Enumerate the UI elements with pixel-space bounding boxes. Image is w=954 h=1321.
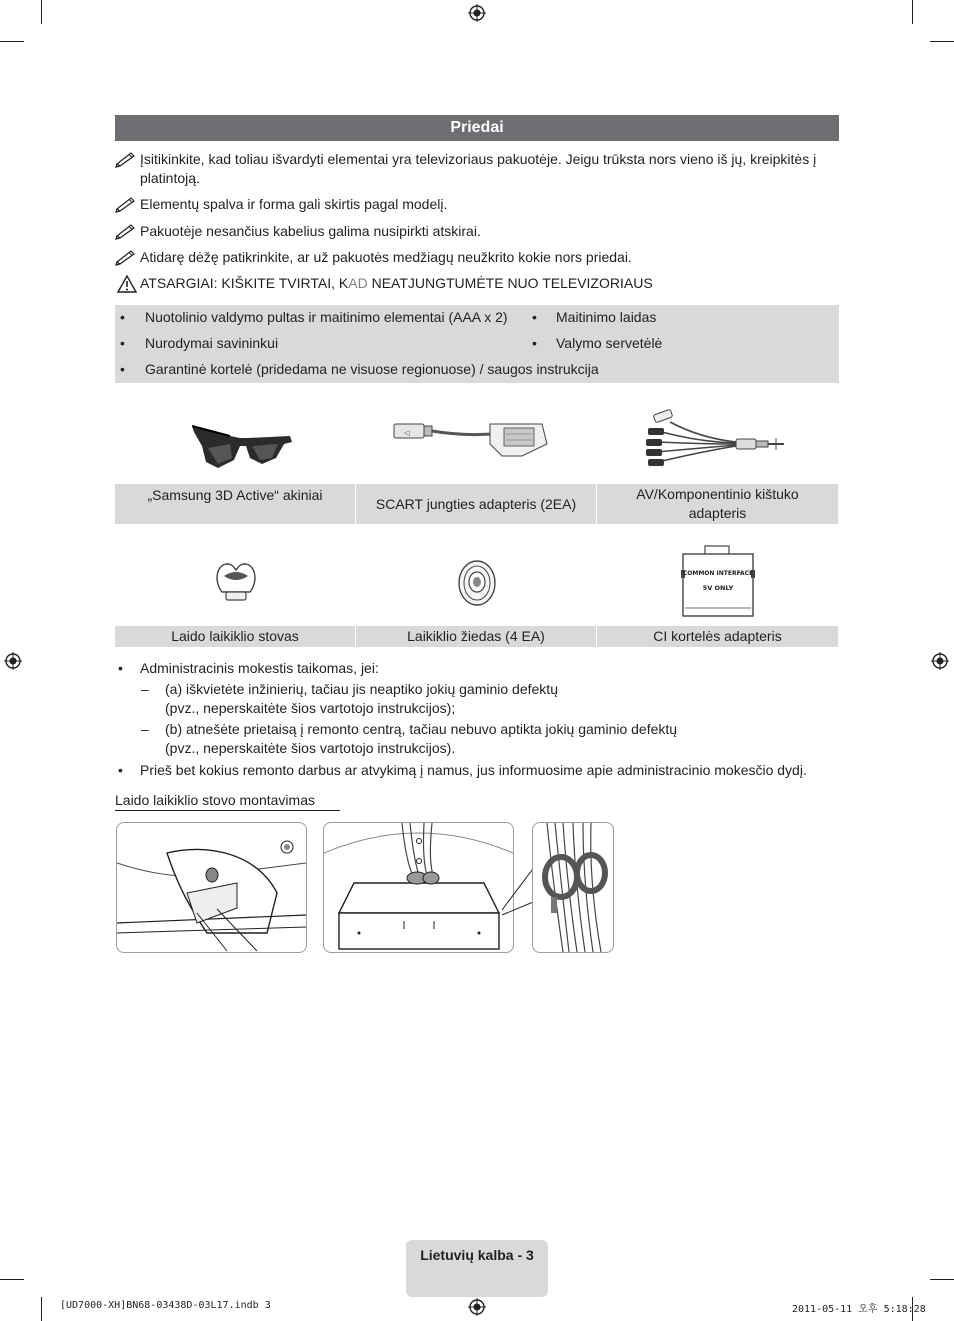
accessories-list	[115, 305, 839, 383]
av-component-adapter-icon	[640, 408, 786, 476]
ci-card-adapter-icon	[679, 544, 757, 620]
item-caption: CI kortelės adapteris	[597, 626, 838, 647]
note-pencil-icon	[115, 248, 137, 266]
crop-mark	[41, 0, 42, 24]
note-text: Atidarę dėžę patikrinkite, ar už pakuotės medžiagų neužkrito kokie nors priedai.	[140, 249, 632, 265]
note-pencil-icon	[115, 195, 137, 213]
cable-holder-stand-icon	[212, 558, 260, 604]
list-item: • Maitinimo laidas	[532, 309, 657, 325]
note-pencil-icon	[115, 222, 137, 240]
note-text: Įsitikinkite, kad toliau išvardyti elementai yra televizoriaus pakuotėje. Jeigu trūksta nors vieno iš jų, kreipkitės į platintoją.	[140, 151, 817, 186]
crop-mark	[41, 1297, 42, 1321]
crop-mark	[0, 41, 24, 42]
3d-glasses-icon	[190, 418, 294, 472]
list-item: • Garantinė kortelė (pridedama ne visuose regionuose) / saugos instrukcija	[120, 361, 599, 377]
note-text: Pakuotėje nesančius kabelius galima nusipirkti atskirai.	[140, 223, 481, 239]
fee-case-b: (pvz., neperskaitėte šios vartotojo instrukcijos).	[165, 740, 456, 756]
section-title: Priedai	[115, 115, 839, 141]
mount-step-2-illustration	[323, 822, 514, 953]
registration-mark-icon	[4, 652, 22, 670]
note-item	[115, 150, 839, 188]
note-item	[115, 222, 839, 241]
dash-mark: –	[141, 681, 149, 697]
caution-text-gray: AD	[348, 275, 368, 291]
footer-timestamp: 2011-05-11 오후 5:18:28	[792, 1304, 926, 1315]
caution-text: ATSARGIAI: KIŠKITE TVIRTAI, K	[140, 275, 349, 291]
list-item: • Nurodymai savininkui	[120, 335, 279, 351]
tv-stand-illustration-icon	[117, 823, 306, 952]
item-caption: „Samsung 3D Active“ akiniai	[115, 484, 355, 524]
note-item	[115, 248, 839, 267]
caution-line	[115, 274, 653, 293]
fee-case-a: (pvz., neperskaitėte šios vartotojo instrukcijos);	[165, 700, 456, 716]
item-caption: SCART jungties adapteris (2EA)	[356, 484, 596, 524]
fee-case-a: (a) iškvietėte inžinierių, tačiau jis neaptiko jokių gaminio defektų	[165, 681, 558, 697]
item-caption: Laido laikiklio stovas	[115, 626, 355, 647]
ci-card-text: 5V ONLY	[702, 584, 734, 592]
fee-intro: Administracinis mokestis taikomas, jei:	[140, 660, 379, 676]
crop-mark	[0, 1279, 24, 1280]
bullet-mark: •	[118, 762, 123, 778]
registration-mark-icon	[468, 1298, 486, 1316]
footer-file-info: [UD7000-XH]BN68-03438D-03L17.indb 3	[60, 1300, 271, 1311]
crop-mark	[930, 41, 954, 42]
ci-card-text: COMMON INTERFACE	[682, 570, 754, 577]
stand-with-cables-illustration-icon	[324, 823, 513, 952]
note-text: Elementų spalva ir forma gali skirtis pagal modelį.	[140, 196, 448, 212]
crop-mark	[930, 1279, 954, 1280]
holder-ring-icon	[456, 558, 498, 608]
crop-mark	[912, 0, 913, 24]
caution-text: NEATJUNGTUMĖTE NUO TELEVIZORIAUS	[367, 275, 653, 291]
mount-step-1-illustration	[116, 822, 307, 953]
item-caption: Laikiklio žiedas (4 EA)	[356, 626, 596, 647]
note-item	[115, 195, 839, 214]
fee-last: Prieš bet kokius remonto darbus ar atvykimą į namus, jus informuosime apie administracinio mokesčio dydį.	[140, 762, 807, 778]
scart-adapter-icon	[392, 414, 552, 462]
registration-mark-icon	[468, 4, 486, 22]
list-item: • Valymo servetėlė	[532, 335, 663, 351]
fee-case-b: (b) atnešėte prietaisą į remonto centrą, tačiau nebuvo aptikta jokių gaminio defektų	[165, 721, 678, 737]
cable-ring-closeup-icon	[533, 823, 613, 952]
mount-heading: Laido laikiklio stovo montavimas	[115, 792, 340, 811]
dash-mark: –	[141, 721, 149, 737]
item-caption: AV/Komponentinio kištuko adapteris	[597, 484, 838, 524]
mount-step-3-illustration	[532, 822, 614, 953]
warning-triangle-icon	[117, 275, 137, 293]
svg-text:◁: ◁	[404, 429, 410, 437]
page-number-tab: Lietuvių kalba - 3	[406, 1240, 548, 1297]
registration-mark-icon	[931, 652, 949, 670]
bullet-mark: •	[118, 660, 123, 676]
note-pencil-icon	[115, 150, 137, 168]
list-item: • Nuotolinio valdymo pultas ir maitinimo elementai (AAA x 2)	[120, 309, 508, 325]
